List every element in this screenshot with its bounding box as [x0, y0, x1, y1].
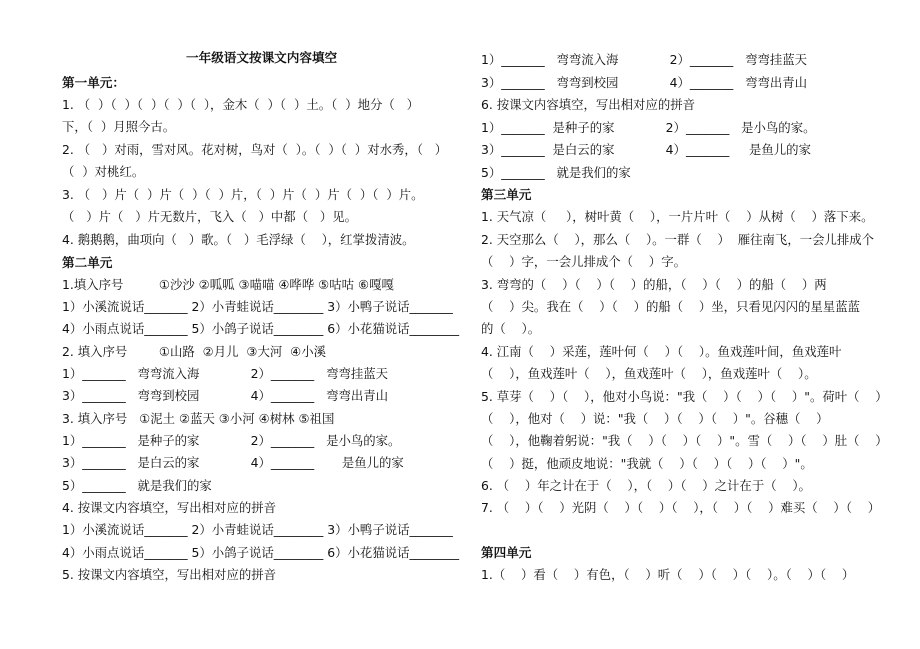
text-line: 6. 按课文内容填空，写出相对应的拼音 — [481, 97, 696, 112]
text-line: 下，（ ）月照今古。 — [62, 119, 176, 134]
text-line: （ ）尖。我在（ ）（ ）的船（ ）坐，只看见闪闪的星星蓝蓝 — [481, 299, 860, 314]
text-line: 6. （ ）年之计在于（ ），（ ）（ ）之计在于（ ）。 — [481, 478, 811, 493]
text-line: （ ），鱼戏莲叶（ ），鱼戏莲叶（ ），鱼戏莲叶（ ）。 — [481, 366, 817, 381]
text-line: 3. 弯弯的（ ）（ ）（ ）的船，（ ）（ ）的船（ ）两 — [481, 277, 827, 292]
text-line: （ ）对桃红。 — [62, 164, 145, 179]
text-line: 3）_______ 是白云的家 4）_______ 是鱼儿的家 — [62, 455, 404, 470]
text-line: 4）小雨点说话_______ 5）小鸽子说话________ 6）小花猫说话________ — [62, 545, 460, 560]
unit-4-heading: 第四单元 — [481, 545, 532, 560]
text-line: 4. 鹅鹅鹅，曲项向（ ）歌。（ ）毛浮绿（ ），红掌拨清波。 — [62, 232, 415, 247]
text-line: （ ）片（ ）片无数片，飞入（ ）中都（ ）见。 — [62, 209, 358, 224]
unit-3-heading: 第三单元 — [481, 187, 532, 202]
text-line: 2. 填入序号 ①山路 ②月儿 ③大河 ④小溪 — [62, 344, 327, 359]
unit-1-heading: 第一单元： — [62, 75, 125, 90]
text-line: 的（ ）。 — [481, 321, 541, 336]
text-line: 4. 按课文内容填空，写出相对应的拼音 — [62, 500, 277, 515]
unit-2-heading: 第二单元 — [62, 255, 113, 270]
text-line: 1）小溪流说话_______ 2）小青蛙说话________ 3）小鸭子说话_______ — [62, 522, 453, 537]
text-line: 2. 天空那么（ ），那么（ ）。一群（ ） 雁往南飞，一会儿排成个 — [481, 232, 875, 247]
text-line: 7. （ ）（ ）光阴（ ）（ ）（ ），（ ）（ ）难买（ ）（ ） — [481, 500, 881, 515]
text-line: （ ），他对（ ）说："我（ ）（ ）（ ）"。谷穗（ ） — [481, 411, 829, 426]
text-line: 3）_______ 弯弯到校园 4）_______ 弯弯出青山 — [62, 388, 389, 403]
text-line: 3）_______ 弯弯到校园 4）_______ 弯弯出青山 — [481, 75, 808, 90]
text-line: 1. 天气凉（ ），树叶黄（ ），一片片叶（ ）从树（ ）落下来。 — [481, 209, 874, 224]
text-line: 4. 江南（ ）采莲，莲叶何（ ）（ ）。鱼戏莲叶间，鱼戏莲叶 — [481, 344, 842, 359]
text-line: 5）_______ 就是我们的家 — [62, 478, 212, 493]
worksheet-title: 一年级语文按课文内容填空 — [186, 50, 338, 65]
text-line: （ ）字，一会儿排成个（ ）字。 — [481, 254, 686, 269]
text-line: 1.（ ）看（ ）有色，（ ）听（ ）（ ）（ ）。（ ）（ ） — [481, 567, 855, 582]
text-line: 5. 按课文内容填空，写出相对应的拼音 — [62, 567, 277, 582]
text-line: 1.填入序号 ①沙沙 ②呱呱 ③喵喵 ④哗哗 ⑤咕咕 ⑥嘎嘎 — [62, 277, 394, 292]
text-line: 3. 填入序号 ①泥土 ②蓝天 ③小河 ④树林 ⑤祖国 — [62, 411, 335, 426]
text-line: 3. （ ）片（ ）片（ ）（ ）片，（ ）片（ ）片（ ）（ ）片。 — [62, 187, 424, 202]
text-line: 1）_______ 弯弯流入海 2）_______ 弯弯挂蓝天 — [62, 366, 389, 381]
text-line: 1. （ ）（ ）（ ）（ ）（ ），金木（ ）（ ）土。（ ）地分（ ） — [62, 97, 419, 112]
text-line: 1）_______ 是种子的家 2）_______ 是小鸟的家。 — [481, 120, 816, 135]
text-line: （ ），他鞠着躬说："我（ ）（ ）（ ）"。雪（ ）（ ）肚（ ） — [481, 433, 888, 448]
text-line: 4）小雨点说话_______ 5）小鸽子说话________ 6）小花猫说话________ — [62, 321, 460, 336]
text-line: 1）_______ 是种子的家 2）_______ 是小鸟的家。 — [62, 433, 401, 448]
text-line: （ ）挺，他顽皮地说："我就（ ）（ ）（ ）（ ）"。 — [481, 456, 813, 471]
text-line: 3）_______ 是白云的家 4）_______ 是鱼儿的家 — [481, 142, 811, 157]
text-line: 5. 草芽（ ）（ ），他对小鸟说："我（ ）（ ）（ ）"。荷叶（ ） — [481, 389, 888, 404]
text-line: 1）小溪流说话_______ 2）小青蛙说话________ 3）小鸭子说话_______ — [62, 299, 453, 314]
text-line: 2. （ ）对雨，雪对风。花对树，鸟对（ ）。（ ）（ ）对水秀，（ ） — [62, 142, 448, 157]
text-line: 5）_______ 就是我们的家 — [481, 165, 631, 180]
text-line: 1）_______ 弯弯流入海 2）_______ 弯弯挂蓝天 — [481, 52, 808, 67]
